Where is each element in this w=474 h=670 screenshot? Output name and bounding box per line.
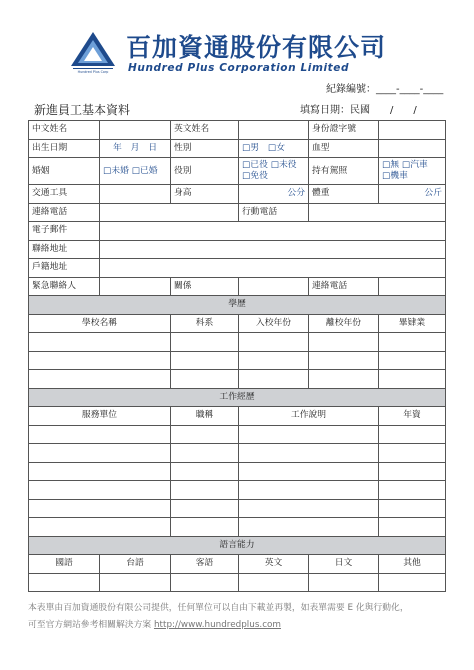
- lang-header-english: 英文: [239, 555, 309, 574]
- contact-address-label: 聯絡地址: [29, 240, 100, 259]
- marriage-checkboxes[interactable]: □未婚 □已婚: [100, 158, 171, 185]
- work-header-employer: 服務單位: [29, 407, 171, 426]
- work-title: 工作經歷: [29, 388, 446, 407]
- english-name-label: 英文姓名: [171, 121, 239, 140]
- education-row: [29, 370, 446, 389]
- phone-label: 連絡電話: [29, 203, 100, 222]
- work-title-cell[interactable]: [171, 499, 239, 518]
- gender-label: 性別: [171, 139, 239, 158]
- edu-leave-cell[interactable]: [309, 333, 379, 352]
- edu-entry-cell[interactable]: [239, 370, 309, 389]
- company-name-en: Hundred Plus Corporation Limited: [128, 62, 350, 74]
- work-employer-cell[interactable]: [29, 499, 171, 518]
- work-description-cell[interactable]: [239, 444, 379, 463]
- email-label: 電子郵件: [29, 222, 100, 241]
- form-row-marriage: [29, 158, 446, 185]
- work-row: [29, 481, 446, 500]
- relation-field[interactable]: [239, 277, 309, 296]
- edu-header-status: 畢肄業: [379, 314, 446, 333]
- lang-header-other: 其他: [379, 555, 446, 574]
- birth-date-label: 出生日期: [29, 139, 100, 158]
- education-column-headers: [29, 314, 446, 333]
- work-years-cell[interactable]: [379, 481, 446, 500]
- work-years-cell[interactable]: [379, 444, 446, 463]
- transport-field[interactable]: [100, 185, 171, 204]
- emergency-contact-label: 緊急聯絡人: [29, 277, 100, 296]
- height-label: 身高: [171, 185, 239, 204]
- education-title: 學歷: [29, 296, 446, 315]
- transport-label: 交通工具: [29, 185, 100, 204]
- edu-entry-cell[interactable]: [239, 333, 309, 352]
- blood-type-field[interactable]: [379, 139, 446, 158]
- form-row-email: [29, 222, 446, 241]
- relation-label: 關係: [171, 277, 239, 296]
- language-row: [29, 573, 446, 592]
- military-label: 役別: [171, 158, 239, 185]
- military-option-line1[interactable]: □已役 □未役: [242, 160, 297, 170]
- license-label: 持有駕照: [309, 158, 379, 185]
- lang-hakka-cell[interactable]: [171, 573, 239, 592]
- form-row-phone: [29, 203, 446, 222]
- form-title: 新進員工基本資料: [34, 103, 131, 117]
- military-checkboxes[interactable]: [239, 158, 309, 185]
- work-description-cell[interactable]: [239, 425, 379, 444]
- work-employer-cell[interactable]: [29, 462, 171, 481]
- form-row-names: [29, 121, 446, 140]
- work-employer-cell[interactable]: [29, 444, 171, 463]
- work-description-cell[interactable]: [239, 499, 379, 518]
- form-row-emergency: [29, 277, 446, 296]
- english-name-field[interactable]: [239, 121, 309, 140]
- svg-text:Hundred Plus Corp: Hundred Plus Corp: [77, 70, 109, 74]
- company-logo-icon: [68, 30, 118, 76]
- lang-header-mandarin: 國語: [29, 555, 100, 574]
- work-column-headers: [29, 407, 446, 426]
- language-title: 語言能力: [29, 536, 446, 555]
- email-field[interactable]: [100, 222, 446, 241]
- weight-field[interactable]: 公斤: [379, 185, 446, 204]
- edu-major-cell[interactable]: [171, 351, 239, 370]
- lang-taiwanese-cell[interactable]: [100, 573, 171, 592]
- education-row: [29, 333, 446, 352]
- work-title-cell[interactable]: [171, 518, 239, 537]
- company-name-zh: 百加資通股份有限公司: [126, 33, 387, 62]
- work-title-cell[interactable]: [171, 481, 239, 500]
- weight-label: 體重: [309, 185, 379, 204]
- edu-entry-cell[interactable]: [239, 351, 309, 370]
- education-row: [29, 351, 446, 370]
- lang-english-cell[interactable]: [239, 573, 309, 592]
- edu-school-cell[interactable]: [29, 370, 171, 389]
- phone-field[interactable]: [100, 203, 239, 222]
- language-column-headers: [29, 555, 446, 574]
- work-years-cell[interactable]: [379, 462, 446, 481]
- birth-date-field[interactable]: 年 月 日: [100, 139, 171, 158]
- edu-leave-cell[interactable]: [309, 370, 379, 389]
- license-option-line2[interactable]: □機車: [382, 171, 408, 181]
- work-section-header: [29, 388, 446, 407]
- mobile-label: 行動電話: [239, 203, 309, 222]
- military-option-line2[interactable]: □免役: [242, 171, 268, 181]
- edu-status-cell[interactable]: [379, 333, 446, 352]
- chinese-name-field[interactable]: [100, 121, 171, 140]
- lang-header-hakka: 客語: [171, 555, 239, 574]
- gender-checkboxes[interactable]: □男 □女: [239, 139, 309, 158]
- license-checkboxes[interactable]: [379, 158, 446, 185]
- edu-major-cell[interactable]: [171, 370, 239, 389]
- edu-header-school: 學校名稱: [29, 314, 171, 333]
- lang-header-taiwanese: 台語: [100, 555, 171, 574]
- footer-line-2: [28, 617, 458, 634]
- lang-header-japanese: 日文: [309, 555, 379, 574]
- work-header-title: 職稱: [171, 407, 239, 426]
- record-number[interactable]: 紀錄編號：____-____-____: [326, 84, 444, 95]
- lang-mandarin-cell[interactable]: [29, 573, 100, 592]
- edu-header-major: 科系: [171, 314, 239, 333]
- emergency-phone-label: 連絡電話: [309, 277, 379, 296]
- edu-status-cell[interactable]: [379, 370, 446, 389]
- edu-leave-cell[interactable]: [309, 351, 379, 370]
- edu-status-cell[interactable]: [379, 351, 446, 370]
- work-row: [29, 462, 446, 481]
- work-row: [29, 499, 446, 518]
- work-years-cell[interactable]: [379, 518, 446, 537]
- blood-type-label: 血型: [309, 139, 379, 158]
- form-row-contact-address: [29, 240, 446, 259]
- work-row: [29, 518, 446, 537]
- work-years-cell[interactable]: [379, 499, 446, 518]
- id-number-field[interactable]: [379, 121, 446, 140]
- work-description-cell[interactable]: [239, 462, 379, 481]
- work-title-cell[interactable]: [171, 425, 239, 444]
- employee-form-table: [28, 120, 446, 592]
- chinese-name-label: 中文姓名: [29, 121, 100, 140]
- registered-address-label: 戶籍地址: [29, 259, 100, 278]
- lang-japanese-cell[interactable]: [309, 573, 379, 592]
- footer-line-1: 本表單由百加資通股份有限公司提供，任何單位可以自由下載並再製，如表單需要 E 化與行動化，: [28, 603, 409, 613]
- work-employer-cell[interactable]: [29, 518, 171, 537]
- emergency-phone-field[interactable]: [379, 277, 446, 296]
- edu-header-entry-year: 入校年份: [239, 314, 309, 333]
- edu-header-leave-year: 離校年份: [309, 314, 379, 333]
- id-number-label: 身份證字號: [309, 121, 379, 140]
- form-row-birth: [29, 139, 446, 158]
- work-title-cell[interactable]: [171, 444, 239, 463]
- footer-line-2-text: 可至官方網站參考相關解決方案: [28, 620, 154, 630]
- work-header-years: 年資: [379, 407, 446, 426]
- language-section-header: [29, 536, 446, 555]
- marriage-label: 婚姻: [29, 158, 100, 185]
- edu-major-cell[interactable]: [171, 333, 239, 352]
- work-title-cell[interactable]: [171, 462, 239, 481]
- contact-address-field[interactable]: [100, 240, 446, 259]
- work-header-description: 工作說明: [239, 407, 379, 426]
- work-employer-cell[interactable]: [29, 425, 171, 444]
- work-row: [29, 444, 446, 463]
- work-description-cell[interactable]: [239, 518, 379, 537]
- height-field[interactable]: 公分: [239, 185, 309, 204]
- registered-address-field[interactable]: [100, 259, 446, 278]
- work-employer-cell[interactable]: [29, 481, 171, 500]
- work-years-cell[interactable]: [379, 425, 446, 444]
- edu-school-cell[interactable]: [29, 333, 171, 352]
- education-section-header: [29, 296, 446, 315]
- lang-other-cell[interactable]: [379, 573, 446, 592]
- form-row-registered-address: [29, 259, 446, 278]
- website-link[interactable]: http://www.hundredplus.com: [153, 620, 281, 630]
- emergency-contact-field[interactable]: [100, 277, 171, 296]
- mobile-field[interactable]: [309, 203, 446, 222]
- company-header: [68, 28, 408, 78]
- fill-date-field[interactable]: 填寫日期：民國 / /: [300, 105, 417, 116]
- form-row-transport: [29, 185, 446, 204]
- work-row: [29, 425, 446, 444]
- footer-note: [28, 600, 458, 634]
- license-option-line1[interactable]: □無 □汽車: [382, 160, 428, 170]
- edu-school-cell[interactable]: [29, 351, 171, 370]
- work-description-cell[interactable]: [239, 481, 379, 500]
